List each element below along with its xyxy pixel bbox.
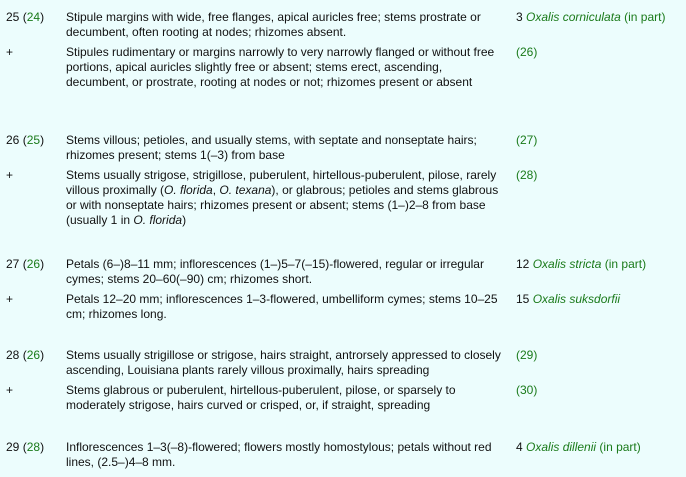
couplet-26 (0, 133, 686, 228)
lead-result: 15 Oxalis suksdorfii (516, 292, 621, 306)
back-reference-link[interactable]: 25 (26, 133, 41, 147)
lead-description: Stems usually strigillose or strigose, hairs straight, antrorsely appressed to closely ascending, Louisiana plants rarely villous proximally, hairs spreading (66, 348, 501, 377)
couplet-29 (0, 440, 686, 470)
go-to-couplet-link[interactable]: (26) (516, 45, 538, 59)
lead-result: 4 Oxalis dillenii (in part) (516, 440, 641, 454)
go-to-couplet-link[interactable]: (27) (516, 133, 538, 147)
lead-number: 28 (26) (6, 348, 45, 362)
key-lead (0, 168, 686, 228)
back-reference-link[interactable]: 26 (26, 257, 41, 271)
key-lead (0, 133, 686, 163)
couplet-27 (0, 257, 686, 322)
key-lead (0, 257, 686, 287)
taxon-link[interactable]: Oxalis stricta (532, 257, 602, 271)
lead-number: 26 (25) (6, 133, 45, 147)
back-reference-link[interactable]: 26 (26, 348, 41, 362)
back-reference-link[interactable]: 24 (26, 10, 41, 24)
lead-number: + (6, 383, 14, 397)
go-to-couplet-link[interactable]: (29) (516, 348, 538, 362)
couplet-25 (0, 10, 686, 90)
lead-number: + (6, 292, 14, 306)
lead-description: Stems usually strigose, strigillose, puberulent, hirtellous-puberulent, pilose, rarely villous proximally (O. florida, O. texana), or glabrous; petioles and stems glabrous or with nonseptate hairs; rhizomes present or absent; stems (1–)2–8 from base (usually 1 in O. florida) (66, 168, 499, 227)
taxon-link[interactable]: Oxalis suksdorfii (532, 292, 621, 306)
lead-description: Stems glabrous or puberulent, hirtellous-puberulent, pilose, or sparsely to moderately strigose, hairs curved or crisped, or, if straight, spreading (66, 383, 456, 412)
key-lead (0, 383, 686, 413)
lead-description: Inflorescences 1–3(–8)-flowered; flowers mostly homostylous; petals without red lines, (2.5–)4–8 mm. (66, 440, 492, 469)
lead-description: Stipule margins with wide, free flanges, apical auricles free; stems prostrate or decumbent, often rooting at nodes; rhizomes absent. (66, 10, 481, 39)
back-reference-link[interactable]: 28 (26, 440, 41, 454)
taxon-link[interactable]: Oxalis dillenii (526, 440, 597, 454)
couplet-28 (0, 348, 686, 413)
key-lead (0, 348, 686, 378)
lead-description: Stems villous; petioles, and usually stems, with septate and nonseptate hairs; rhizomes present; stems 1(–3) from base (66, 133, 477, 162)
key-lead (0, 292, 686, 322)
lead-result: 12 Oxalis stricta (in part) (516, 257, 647, 271)
lead-number: + (6, 168, 14, 182)
lead-description: Petals (6–)8–11 mm; inflorescences (1–)5–7(–15)-flowered, regular or irregular cymes; stems 20–60(–90) cm; rhizomes short. (66, 257, 484, 286)
lead-description: Stipules rudimentary or margins narrowly to very narrowly flanged or without free portions, apical auricles slightly free or absent; stems erect, ascending, decumbent, or prostrate, rooting at nodes or not; rhizomes present or absent (66, 45, 495, 89)
lead-description: Petals 12–20 mm; inflorescences 1–3-flowered, umbelliform cymes; stems 10–25 cm; rhizomes long. (66, 292, 498, 321)
lead-number: 25 (24) (6, 10, 45, 24)
lead-result: 3 Oxalis corniculata (in part) (516, 10, 666, 24)
go-to-couplet-link[interactable]: (30) (516, 383, 538, 397)
lead-number: 29 (28) (6, 440, 45, 454)
taxon-link[interactable]: Oxalis corniculata (526, 10, 621, 24)
lead-number: + (6, 45, 14, 59)
lead-number: 27 (26) (6, 257, 45, 271)
go-to-couplet-link[interactable]: (28) (516, 168, 538, 182)
key-lead (0, 45, 686, 90)
key-lead (0, 10, 686, 40)
key-lead (0, 440, 686, 470)
